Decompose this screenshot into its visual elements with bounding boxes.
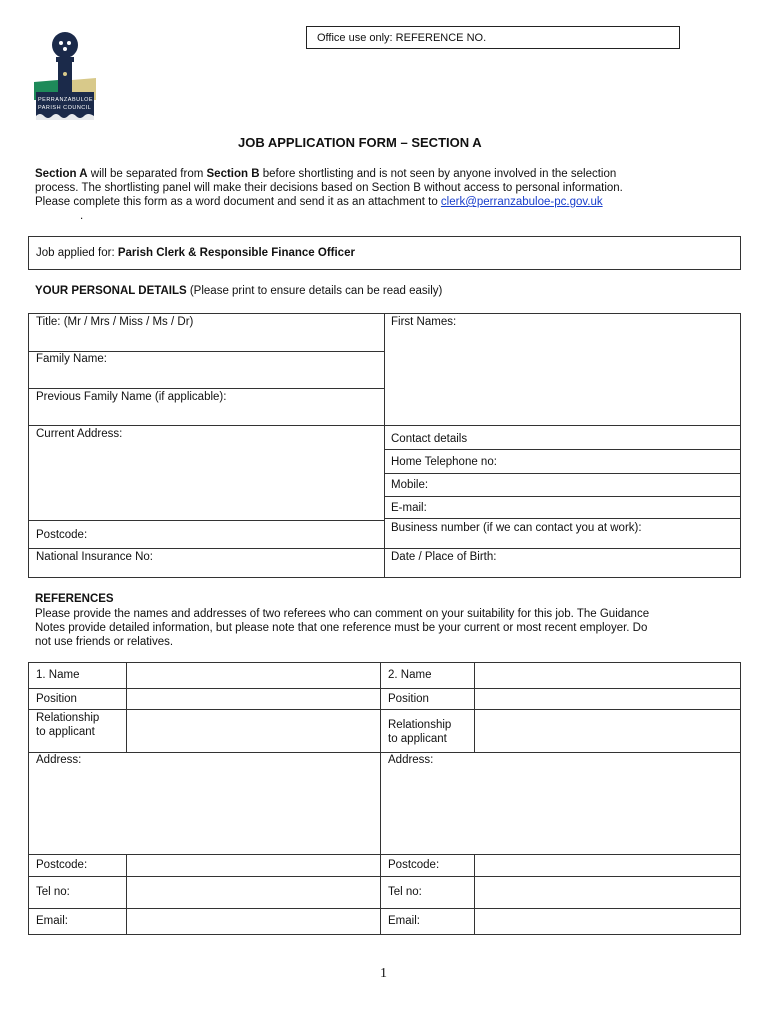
references-line-2: Notes provide detailed information, but please note that one reference must be your current or most recent employer. Do: [35, 622, 648, 634]
intro-section-a: Section A: [35, 168, 88, 180]
referee-2-relationship-line-1: Relationship: [388, 719, 452, 731]
referee-2-tel-label: Tel no:: [388, 886, 422, 898]
referee-1-relationship-line-1: Relationship: [36, 712, 100, 724]
intro-line-3: Please complete this form as a word document and send it as an attachment to: [35, 196, 441, 208]
title-field[interactable]: Title: (Mr / Mrs / Miss / Ms / Dr): [36, 316, 194, 328]
first-names-field[interactable]: First Names:: [391, 316, 457, 328]
referee-1-postcode-input[interactable]: [127, 855, 379, 876]
referee-1-email-label: Email:: [36, 915, 68, 927]
intro-line-2: process. The shortlisting panel will make their decisions based on Section B without access to personal information.: [35, 182, 623, 194]
form-title: JOB APPLICATION FORM – SECTION A: [238, 135, 482, 150]
current-address-field[interactable]: Current Address:: [36, 428, 123, 440]
previous-family-name-field[interactable]: Previous Family Name (if applicable):: [36, 391, 227, 403]
referee-2-email-label: Email:: [388, 915, 420, 927]
date-place-birth-field[interactable]: Date / Place of Birth:: [391, 551, 497, 563]
references-line-3: not use friends or relatives.: [35, 636, 174, 648]
referee-2-position-label: Position: [388, 693, 429, 705]
references-instructions: [35, 607, 735, 649]
page-number: 1: [380, 966, 387, 981]
clerk-email-link[interactable]: clerk@perranzabuloe-pc.gov.uk: [440, 196, 603, 208]
referee-1-position-input[interactable]: [127, 689, 379, 709]
referee-1-name-input[interactable]: [127, 663, 379, 688]
referee-2-tel-input[interactable]: [475, 877, 740, 908]
national-insurance-field[interactable]: National Insurance No:: [36, 551, 153, 563]
intro-text-1: will be separated from: [87, 168, 207, 180]
logo-text-1: PERRANZABULOE: [38, 97, 94, 103]
email-field[interactable]: E-mail:: [391, 502, 427, 514]
referee-1-position-label: Position: [36, 693, 77, 705]
references-line-1: Please provide the names and addresses of two referees who can comment on your suitability for this job. The Guidance: [35, 608, 650, 620]
logo-text-2: PARISH COUNCIL: [38, 105, 92, 111]
referee-1-name-label: 1. Name: [36, 669, 80, 681]
referee-2-relationship-input[interactable]: [475, 710, 740, 752]
home-telephone-field[interactable]: Home Telephone no:: [391, 456, 497, 468]
personal-details-heading: [35, 285, 442, 297]
referee-1-address-field[interactable]: Address:: [36, 754, 82, 766]
office-reference-label: Office use only: REFERENCE NO.: [317, 32, 487, 44]
referee-1-postcode-label: Postcode:: [36, 859, 88, 871]
postcode-field[interactable]: Postcode:: [36, 529, 88, 541]
referee-2-position-input[interactable]: [475, 689, 740, 709]
business-number-field[interactable]: Business number (if we can contact you at work):: [391, 522, 642, 534]
job-applied-label: Job applied for:: [36, 247, 118, 259]
personal-heading-text: YOUR PERSONAL DETAILS: [35, 285, 187, 297]
intro-dot: .: [80, 210, 84, 222]
referee-2-email-input[interactable]: [475, 909, 740, 934]
mobile-field[interactable]: Mobile:: [391, 479, 429, 491]
personal-heading-note: (Please print to ensure details can be read easily): [186, 285, 443, 297]
referee-1-tel-label: Tel no:: [36, 886, 70, 898]
job-applied-field[interactable]: [36, 247, 355, 259]
referee-2-postcode-input[interactable]: [475, 855, 740, 876]
referee-1-relationship-line-2: to applicant: [36, 726, 95, 738]
referee-2-postcode-label: Postcode:: [388, 859, 440, 871]
referee-1-relationship-label: [36, 711, 99, 739]
referee-2-name-label: 2. Name: [388, 669, 432, 681]
job-applied-value: Parish Clerk & Responsible Finance Officer: [117, 247, 355, 259]
referee-1-relationship-input[interactable]: [127, 710, 379, 752]
referee-2-relationship-line-2: to applicant: [388, 733, 447, 745]
intro-text-2: before shortlisting and is not seen by anyone involved in the selection: [259, 168, 617, 180]
references-heading: REFERENCES: [35, 593, 114, 605]
referee-1-tel-input[interactable]: [127, 877, 379, 908]
intro-paragraph: [35, 167, 735, 223]
referee-2-relationship-label: [388, 718, 451, 746]
referee-2-name-input[interactable]: [475, 663, 740, 688]
referee-1-email-input[interactable]: [127, 909, 379, 934]
contact-details-label: Contact details: [391, 433, 468, 445]
referee-2-address-field[interactable]: Address:: [388, 754, 434, 766]
intro-section-b: Section B: [206, 168, 260, 180]
family-name-field[interactable]: Family Name:: [36, 353, 107, 365]
parish-council-logo: [34, 30, 96, 122]
